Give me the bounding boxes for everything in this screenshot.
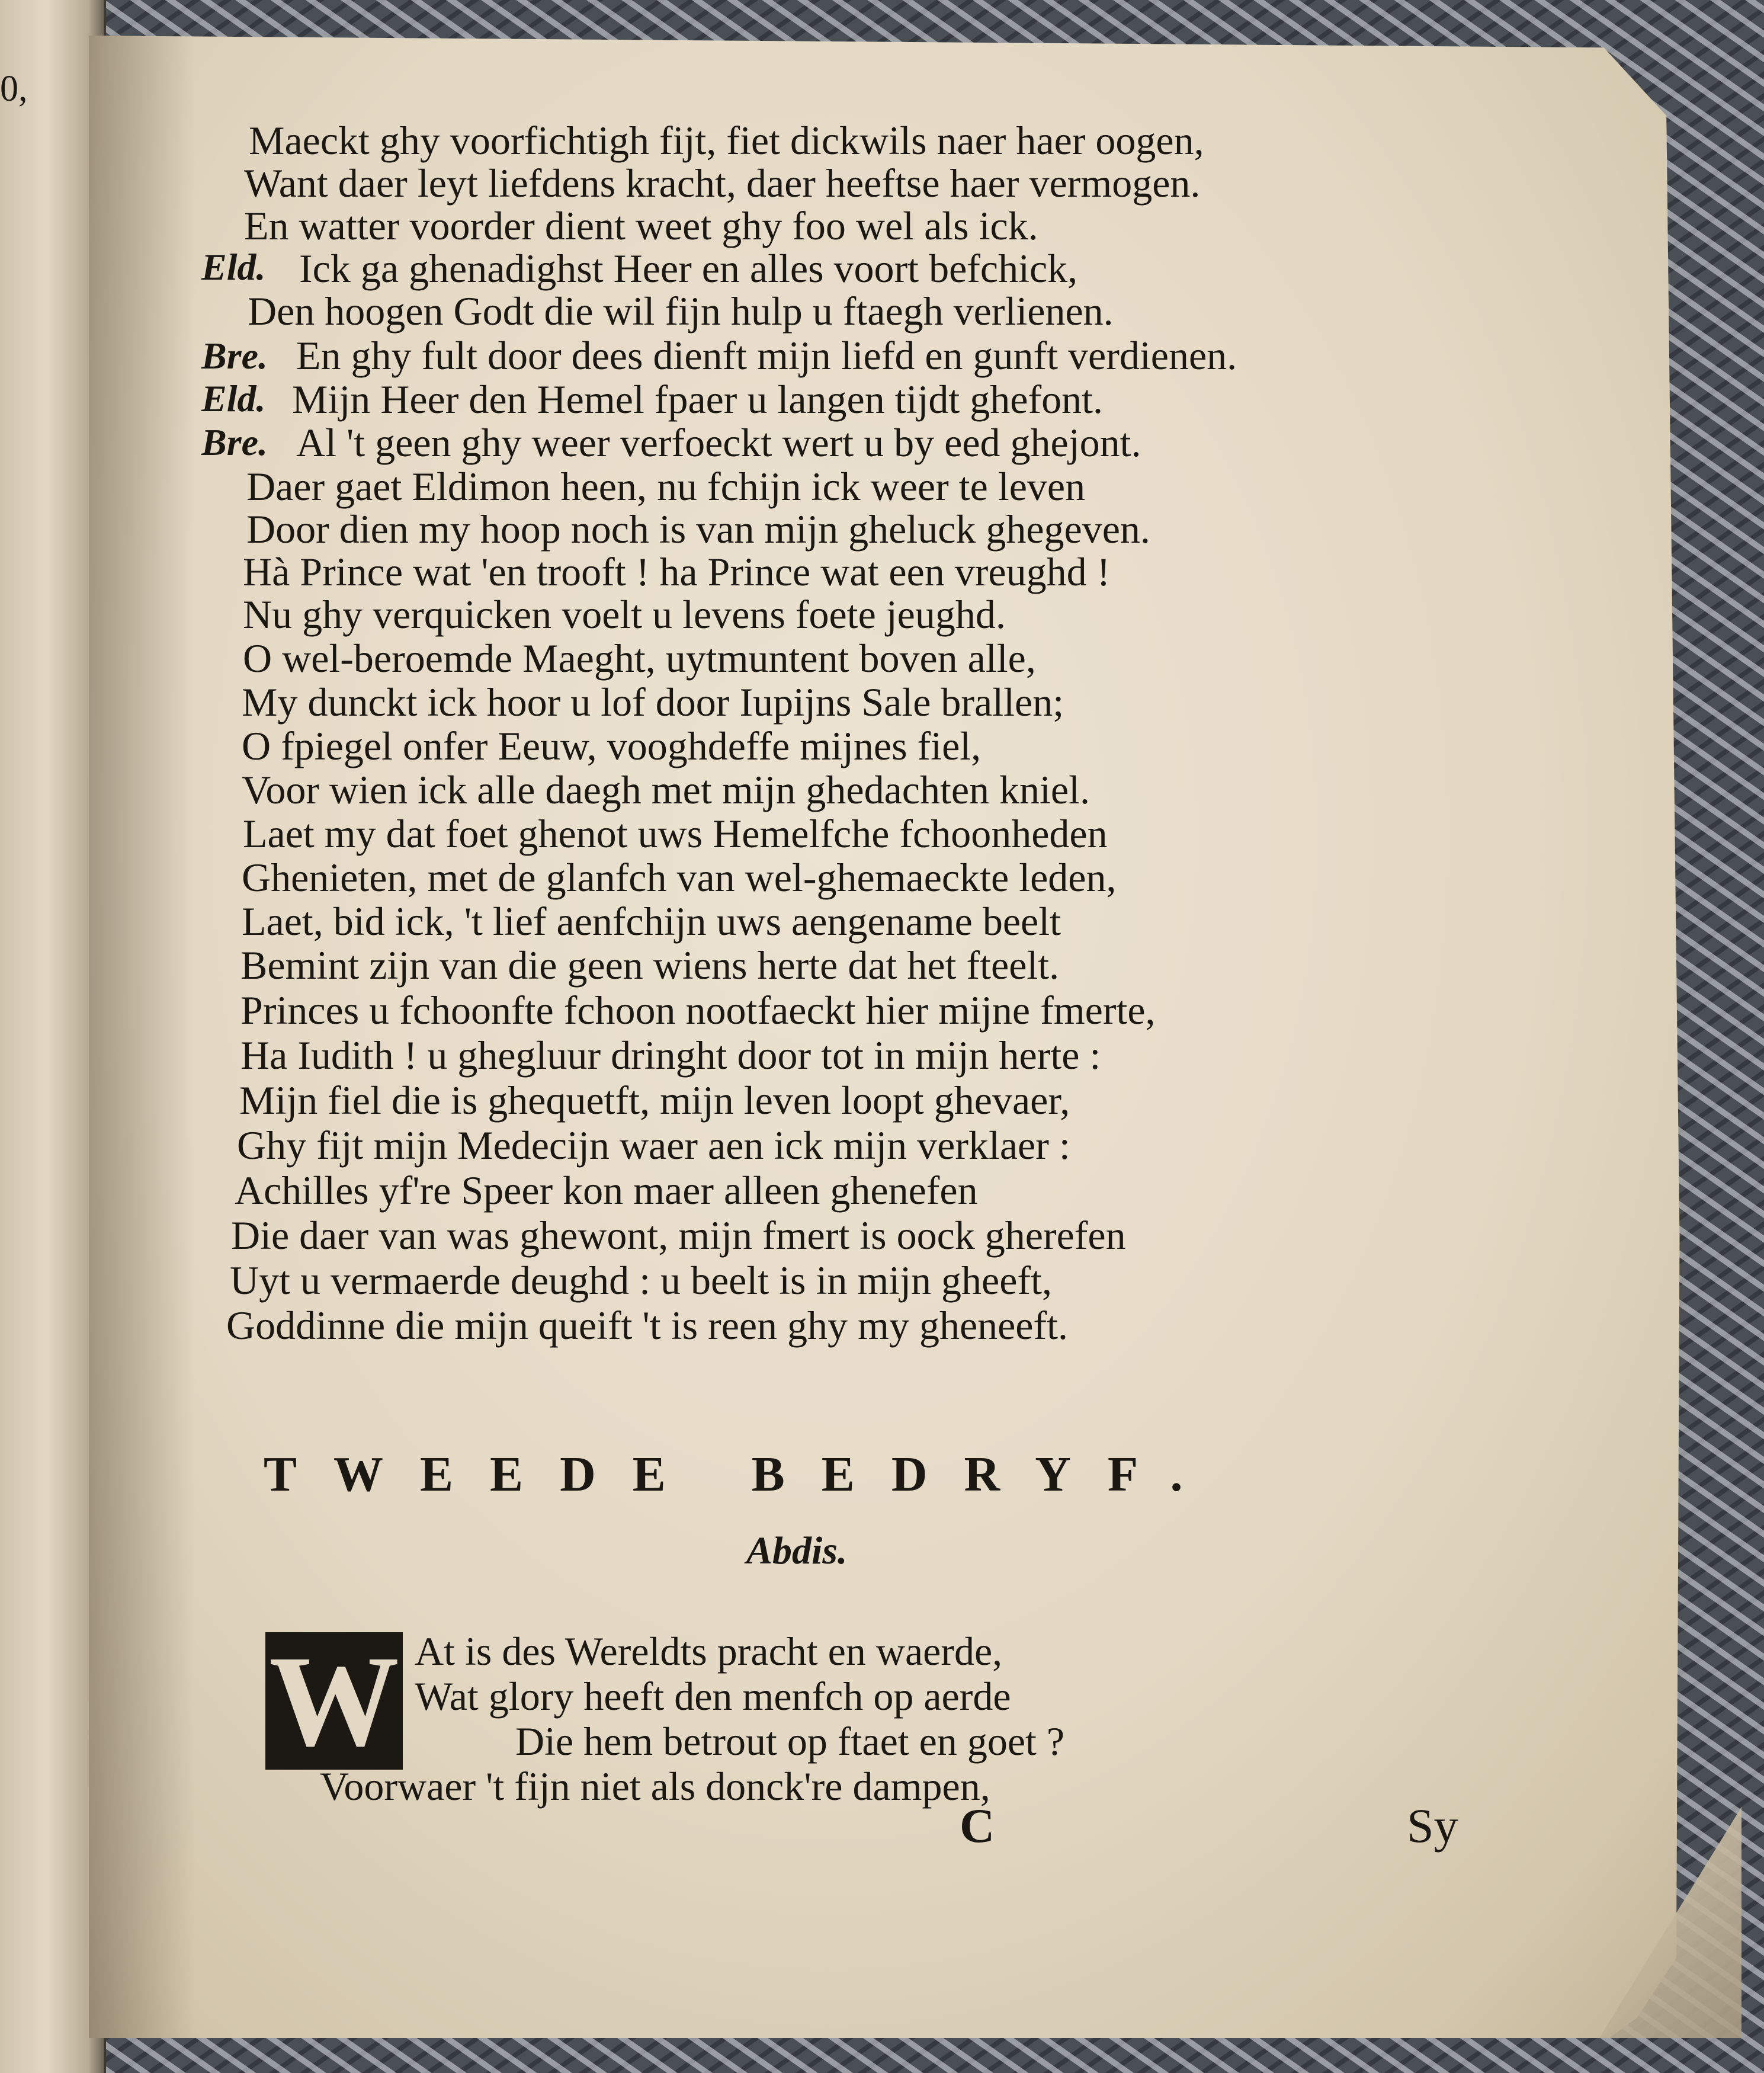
verse-line: At is des Wereldts pracht en waerde, xyxy=(415,1629,1003,1674)
verse-line: Ghenieten, met de glanfch van wel-ghemaeckte leden, xyxy=(242,855,1117,900)
catchword: Sy xyxy=(1407,1799,1458,1853)
verse-line: Achilles yf're Speer kon maer alleen ghenefen xyxy=(235,1168,978,1213)
speaker-prefix-eld: Eld. xyxy=(201,377,266,419)
verse-line: Ick ga ghenadighst Heer en alles voort befchick, xyxy=(299,246,1078,291)
verse-line: My dunckt ick hoor u lof door Iupijns Sale brallen; xyxy=(242,680,1064,725)
verse-line: Mijn Heer den Hemel fpaer u langen tijdt ghefont. xyxy=(292,377,1103,422)
verse-line: Want daer leyt liefdens kracht, daer heeftse haer vermogen. xyxy=(244,161,1201,206)
verse-line: En ghy fult door dees dienft mijn liefd en gunft verdienen. xyxy=(296,333,1237,378)
verse-line: Hà Prince wat 'en trooft ! ha Prince wat een vreughd ! xyxy=(243,549,1111,594)
verse-line: Voorwaer 't fijn niet als donck're dampen, xyxy=(320,1764,990,1809)
verse-line: Princes u fchoonfte fchoon nootfaeckt hier mijne fmerte, xyxy=(240,988,1156,1033)
verse-line: Bemint zijn van die geen wiens herte dat het fteelt. xyxy=(240,943,1060,988)
act-heading: TWEEDE BEDRYF. xyxy=(264,1447,1220,1502)
verse-line: Door dien my hoop noch is van mijn gheluck ghegeven. xyxy=(246,507,1150,552)
verse-line: Mijn fiel die is ghequetft, mijn leven loopt ghevaer, xyxy=(239,1078,1070,1123)
speaker-prefix-bre: Bre. xyxy=(201,421,268,463)
verse-line: Nu ghy verquicken voelt u levens foete jeughd. xyxy=(243,592,1006,637)
verse-line: Ha Iudith ! u ghegluur dringht door tot in mijn herte : xyxy=(240,1033,1101,1078)
verse-line: Maeckt ghy voorfichtigh fijt, fiet dickwils naer haer oogen, xyxy=(249,118,1204,163)
verse-line: Uyt u vermaerde deughd : u beelt is in mijn gheeft, xyxy=(230,1258,1052,1303)
verse-line: Daer gaet Eldimon heen, nu fchijn ick weer te leven xyxy=(246,464,1086,509)
verse-line: Goddinne die mijn queift 't is reen ghy my gheneeft. xyxy=(226,1303,1069,1348)
verse-line: Laet my dat foet ghenot uws Hemelfche fchoonheden xyxy=(243,811,1108,856)
speaker-prefix-eld: Eld. xyxy=(201,246,266,288)
verse-line: Die daer van was ghewont, mijn fmert is oock gherefen xyxy=(231,1213,1126,1258)
verse-line: Al 't geen ghy weer verfoeckt wert u by eed ghejont. xyxy=(296,420,1141,465)
signature-mark: C xyxy=(960,1799,995,1853)
verse-line: O wel-beroemde Maeght, uytmuntent boven alle, xyxy=(243,636,1036,681)
decorated-initial-letter: W xyxy=(269,1629,399,1773)
left-margin-mark: 0, xyxy=(0,69,28,109)
speaker-prefix-bre: Bre. xyxy=(201,335,268,377)
gutter-shadow xyxy=(89,36,195,2038)
verse-line: Wat glory heeft den menfch op aerde xyxy=(415,1674,1011,1719)
verse-line: Den hoogen Godt die wil fijn hulp u ftaegh verlienen. xyxy=(248,289,1114,334)
verse-line: Voor wien ick alle daegh met mijn ghedachten kniel. xyxy=(242,767,1090,812)
verse-line: En watter voorder dient weet ghy foo wel als ick. xyxy=(244,203,1038,248)
verse-line: O fpiegel onfer Eeuw, vooghdeffe mijnes fiel, xyxy=(242,723,982,768)
speaker-abdis: Abdis. xyxy=(746,1529,848,1572)
verse-line: Laet, bid ick, 't lief aenfchijn uws aengename beelt xyxy=(242,899,1061,944)
verse-line: Ghy fijt mijn Medecijn waer aen ick mijn verklaer : xyxy=(237,1123,1070,1168)
verse-line: Die hem betrout op ftaet en goet ? xyxy=(515,1719,1065,1764)
decorated-initial xyxy=(265,1629,403,1773)
